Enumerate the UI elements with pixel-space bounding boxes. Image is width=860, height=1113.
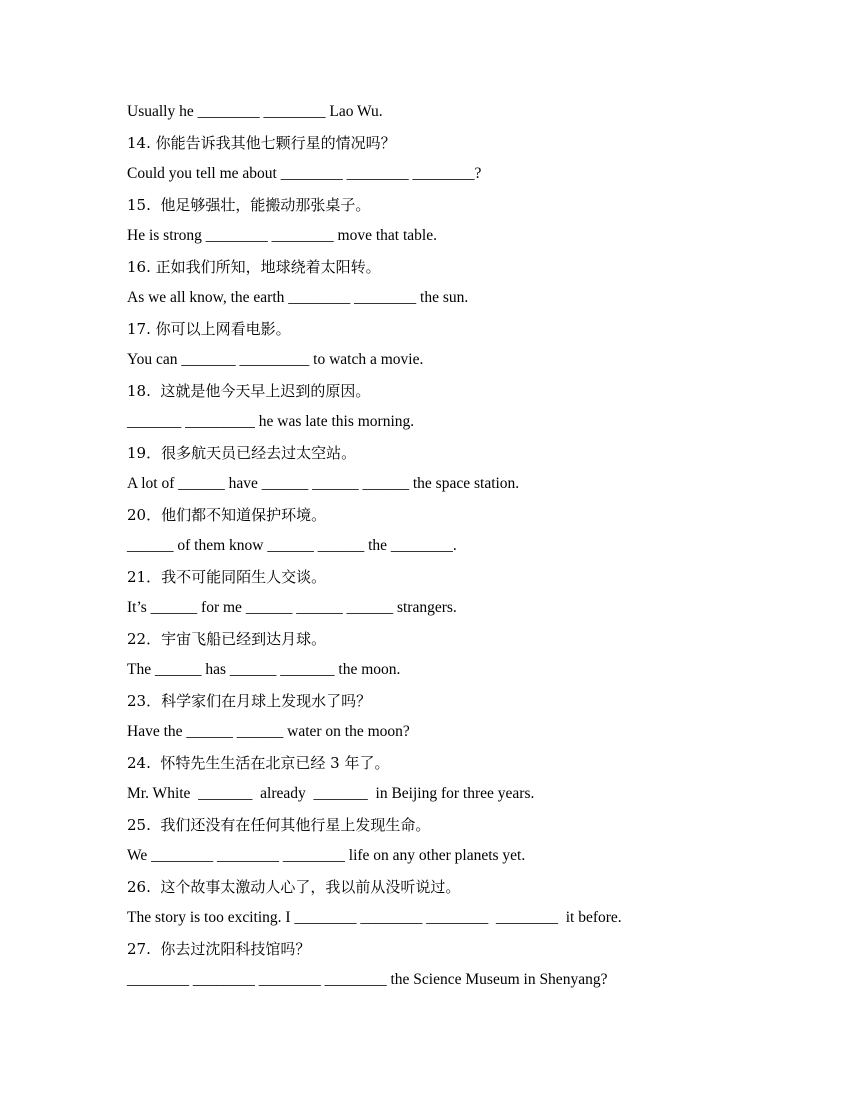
answer-line: _______ _________ he was late this morning. bbox=[127, 413, 415, 430]
question-line: 21．我不可能同陌生人交谈。 bbox=[127, 568, 327, 586]
question-line: 22．宇宙飞船已经到达月球。 bbox=[127, 630, 327, 648]
question-line: 24. 怀特先生生活在北京已经 3 年了。 bbox=[127, 754, 390, 772]
question-line: 20．他们都不知道保护环境。 bbox=[127, 506, 327, 524]
question-line: 27. 你去过沈阳科技馆吗？ bbox=[127, 940, 311, 958]
question-line: 15. 他足够强壮，能搬动那张桌子。 bbox=[127, 196, 371, 214]
answer-line: Usually he ________ ________ Lao Wu. bbox=[127, 103, 383, 120]
question-line: 25. 我们还没有在任何其他行星上发现生命。 bbox=[127, 816, 431, 834]
answer-line: Could you tell me about ________ ________ ________? bbox=[127, 165, 482, 182]
answer-line: It’s ______ for me ______ ______ ______ strangers. bbox=[127, 599, 457, 616]
answer-line: The story is too exciting. I ________ ________ ________ ________ it before. bbox=[127, 909, 622, 926]
answer-line: A lot of ______ have ______ ______ ______ the space station. bbox=[127, 475, 520, 492]
question-line: 23．科学家们在月球上发现水了吗？ bbox=[127, 692, 372, 710]
question-line: 17. 你可以上网看电影。 bbox=[127, 320, 291, 338]
answer-line: Mr. White _______ already _______ in Beijing for three years. bbox=[127, 785, 535, 802]
answer-line: As we all know, the earth ________ ________ the sun. bbox=[127, 289, 469, 306]
answer-line: The ______ has ______ _______ the moon. bbox=[127, 661, 401, 678]
question-line: 19．很多航天员已经去过太空站。 bbox=[127, 444, 357, 462]
question-line: 26. 这个故事太激动人心了，我以前从没听说过。 bbox=[127, 878, 461, 896]
answer-line: ________ ________ ________ ________ the Science Museum in Shenyang? bbox=[127, 971, 608, 988]
answer-line: We ________ ________ ________ life on any other planets yet. bbox=[127, 847, 526, 864]
question-line: 14. 你能告诉我其他七颗行星的情况吗？ bbox=[127, 134, 396, 152]
answer-line: ______ of them know ______ ______ the ________. bbox=[127, 537, 457, 554]
question-line: 18. 这就是他今天早上迟到的原因。 bbox=[127, 382, 371, 400]
document-page bbox=[127, 101, 767, 1000]
answer-line: You can _______ _________ to watch a movie. bbox=[127, 351, 424, 368]
answer-line: Have the ______ ______ water on the moon? bbox=[127, 723, 410, 740]
answer-line: He is strong ________ ________ move that table. bbox=[127, 227, 437, 244]
question-line: 16. 正如我们所知，地球绕着太阳转。 bbox=[127, 258, 381, 276]
